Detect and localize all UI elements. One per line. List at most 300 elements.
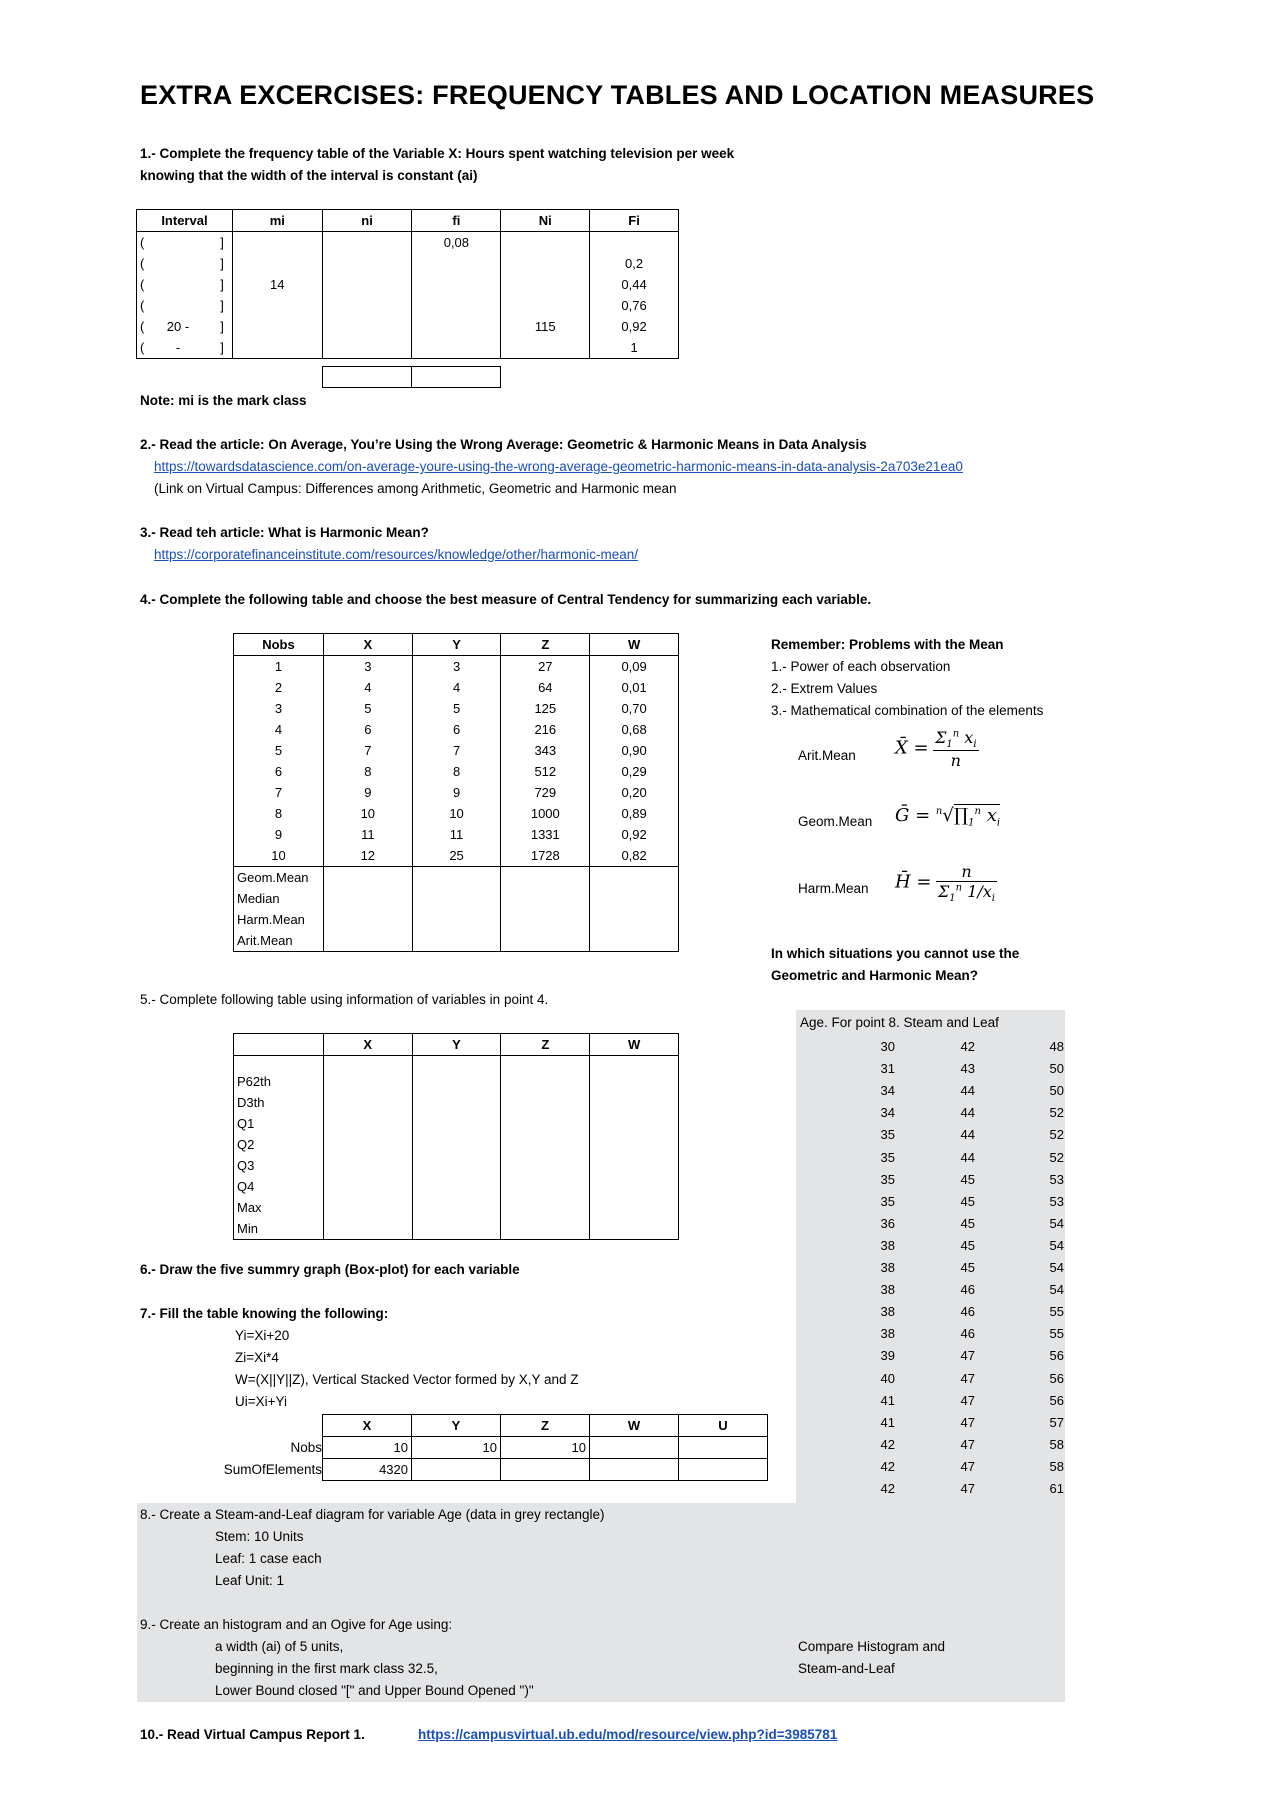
header-y: Y [412,634,501,656]
observation-row [234,656,679,678]
percentile-value-cell [590,1176,679,1197]
interval-cell [137,316,233,337]
obs-nobs-cell: 8 [234,803,324,824]
age-value: 52 [1049,1105,1064,1121]
interval-close-bracket: ] [220,298,224,313]
age-value: 38 [880,1260,895,1275]
age-value: 54 [1049,1237,1064,1253]
age-value: 57 [1049,1414,1064,1430]
freq-ni-cell [501,337,590,359]
header-z: Z [501,1034,590,1056]
freq-fi-cell: 0,08 [412,232,501,254]
interval-bounds: 20 - [166,319,190,334]
header-w: W [590,1415,679,1437]
header-x: X [323,1034,412,1056]
freq-fi-cell [412,253,501,274]
age-value: 52 [1049,1149,1064,1165]
percentile-value-cell [501,1176,590,1197]
nobs-row [323,1437,768,1459]
sum-x: 4320 [323,1459,412,1481]
obs-y-cell: 7 [412,740,501,761]
stat-value-cell [590,888,679,909]
interval-cell [137,274,233,295]
header-z: Z [501,634,590,656]
age-value: 44 [960,1149,975,1165]
obs-w-cell: 0,01 [590,677,679,698]
percentile-value-cell [412,1113,501,1134]
percentile-value-cell [501,1155,590,1176]
header-nobs: Nobs [234,634,324,656]
percentile-row [234,1113,679,1134]
percentile-value-cell [412,1176,501,1197]
age-value: 38 [880,1326,895,1342]
percentile-value-cell [501,1134,590,1155]
percentile-row [234,1176,679,1197]
obs-nobs-cell: 5 [234,740,324,761]
age-value: 45 [960,1260,975,1275]
obs-z-cell: 125 [501,698,590,719]
obs-w-cell: 0,90 [590,740,679,761]
percentile-label-cell: Q2 [234,1134,324,1155]
percentile-value-cell [501,1197,590,1218]
age-value: 47 [960,1392,975,1408]
interval-open-bracket: ( [140,340,145,355]
obs-z-cell: 1728 [501,845,590,867]
percentile-value-cell [323,1218,412,1240]
freq-mi-cell [232,316,322,337]
percentile-label-cell: Q1 [234,1113,324,1134]
age-value: 42 [880,1458,895,1474]
obs-y-cell: 9 [412,782,501,803]
age-value: 44 [960,1127,975,1143]
freq-fi-cell [590,232,679,254]
stat-row [234,909,679,930]
percentile-value-cell [501,1113,590,1134]
obs-y-cell: 11 [412,824,501,845]
header-z: Z [501,1415,590,1437]
ex7-line1: 7.- Fill the table knowing the following: [140,1306,389,1321]
obs-x-cell: 8 [323,761,412,782]
stat-value-cell [501,909,590,930]
interval-cell [137,253,233,274]
header-interval: Interval [137,210,233,232]
percentile-label-cell: Min [234,1218,324,1240]
age-value: 42 [880,1436,895,1452]
percentile-label-cell: P62th [234,1056,324,1093]
freq-fi-cell: 0,76 [590,295,679,316]
obs-z-cell: 216 [501,719,590,740]
observation-row [234,782,679,803]
header-Fi: Fi [590,210,679,232]
percentile-value-cell [323,1092,412,1113]
ex6-line1: 6.- Draw the five summry graph (Box-plot) for each variable [140,1262,520,1277]
ex8-line1: 8.- Create a Steam-and-Leaf diagram for variable Age (data in grey rectangle) [140,1507,605,1522]
sum-y [412,1459,501,1481]
age-value: 35 [880,1171,895,1187]
stat-value-cell [412,909,501,930]
stat-label-cell: Arit.Mean [234,930,324,952]
obs-nobs-cell: 4 [234,719,324,740]
age-value: 30 [880,1039,895,1054]
age-value: 47 [960,1348,975,1364]
observation-row [234,740,679,761]
interval-open-bracket: ( [140,298,145,313]
obs-y-cell: 3 [412,656,501,678]
question-line2: Geometric and Harmonic Mean? [771,968,979,983]
nobs-w [590,1437,679,1459]
age-value: 38 [880,1237,895,1253]
observation-row [234,761,679,782]
percentile-row [234,1197,679,1218]
percentile-value-cell [323,1176,412,1197]
obs-y-cell: 4 [412,677,501,698]
percentile-value-cell [501,1056,590,1093]
nobs-y: 10 [412,1437,501,1459]
remember-title: Remember: Problems with the Mean [771,637,1004,652]
compare-line1: Compare Histogram and [798,1639,946,1654]
age-value: 41 [880,1392,895,1408]
percentile-value-cell [590,1218,679,1240]
percentile-row [234,1092,679,1113]
header-blank [234,1034,324,1056]
obs-w-cell: 0,70 [590,698,679,719]
ex10-report-link[interactable]: https://campusvirtual.ub.edu/mod/resource/view.php?id=3985781 [418,1727,838,1742]
obs-nobs-cell: 1 [234,656,324,678]
stat-row [234,888,679,909]
interval-close-bracket: ] [220,340,224,355]
age-value: 42 [880,1481,895,1496]
obs-y-cell: 25 [412,845,501,867]
obs-w-cell: 0,09 [590,656,679,678]
age-value: 47 [960,1436,975,1452]
header-ni: ni [322,210,412,232]
percentile-value-cell [590,1056,679,1093]
interval-open-bracket: ( [140,277,145,292]
freq-ni-cell [322,274,412,295]
interval-open-bracket: ( [140,256,145,271]
age-value: 41 [880,1414,895,1430]
freq-ni-cell [501,295,590,316]
freq-fi-cell: 0,2 [590,253,679,274]
header-y: Y [412,1415,501,1437]
percentile-value-cell [590,1134,679,1155]
ex2-line1: 2.- Read the article: On Average, You’re Using the Wrong Average: Geometric & Harmonic Means in Data Analysis [140,437,867,452]
age-value: 58 [1049,1436,1064,1452]
age-value: 52 [1049,1127,1064,1143]
age-value: 58 [1049,1458,1064,1474]
interval-bounds: - [175,340,181,355]
age-value: 35 [880,1127,895,1143]
obs-w-cell: 0,92 [590,824,679,845]
percentile-value-cell [590,1113,679,1134]
nobs-u [679,1437,768,1459]
obs-w-cell: 0,20 [590,782,679,803]
age-value: 38 [880,1282,895,1298]
compare-line2: Steam-and-Leaf [798,1661,895,1676]
ex9-line1: 9.- Create an histogram and an Ogive for Age using: [140,1617,453,1632]
percentile-label-cell: Max [234,1197,324,1218]
stat-value-cell [412,888,501,909]
age-value: 34 [880,1083,895,1099]
freq-ni-cell [322,253,412,274]
age-value: 40 [880,1370,895,1386]
obs-x-cell: 4 [323,677,412,698]
percentile-value-cell [501,1218,590,1240]
ex5-line1: 5.- Complete following table using information of variables in point 4. [140,992,549,1007]
age-value: 53 [1049,1171,1064,1187]
observation-row [234,845,679,867]
age-value: 31 [880,1061,895,1077]
geom-mean-formula: Ḡ = $^n√\prod_1^n$ $x_i$ [895,805,1001,829]
percentile-value-cell [590,1092,679,1113]
age-value: 39 [880,1348,895,1364]
ex8-leaf-unit: Leaf Unit: 1 [215,1573,285,1588]
stat-value-cell [323,867,412,889]
stat-label-cell: Geom.Mean [234,867,324,889]
frequency-table-row [137,295,679,316]
age-value: 42 [960,1039,975,1054]
freq-fi-cell [412,295,501,316]
sum-table [322,1414,768,1481]
freq-ni-cell [322,232,412,254]
obs-nobs-cell: 6 [234,761,324,782]
percentile-value-cell [412,1092,501,1113]
percentile-label-cell: Q4 [234,1176,324,1197]
interval-close-bracket: ] [220,277,224,292]
header-u: U [679,1415,768,1437]
observation-row [234,698,679,719]
ex1-note: Note: mi is the mark class [140,393,307,408]
frequency-table-header [137,210,679,232]
age-value: 50 [1049,1061,1064,1077]
harm-mean-label: Harm.Mean [798,881,869,896]
ex9-bounds: Lower Bound closed "[" and Upper Bound Opened ")" [215,1683,534,1698]
freq-ni-cell: 115 [501,316,590,337]
percentile-row [234,1134,679,1155]
harm-mean-formula: H̄ = $\frac{n}{\Sigma_1^n 1/x_i}$ [895,862,995,905]
frequency-table-row [137,253,679,274]
nobs-label: Nobs [290,1440,322,1455]
ex3-line1: 3.- Read teh article: What is Harmonic Mean? [140,525,429,540]
age-value: 46 [960,1304,975,1320]
percentile-label-cell: D3th [234,1092,324,1113]
obs-y-cell: 5 [412,698,501,719]
frequency-table-row [137,232,679,254]
age-value: 55 [1049,1304,1064,1320]
stat-row [234,867,679,889]
interval-cell [137,337,233,359]
percentile-row [234,1155,679,1176]
sum-of-elements-label: SumOfElements [223,1462,322,1477]
stat-value-cell [590,909,679,930]
stat-value-cell [323,888,412,909]
remember-item-2: 2.- Extrem Values [771,681,878,696]
age-value: 47 [960,1370,975,1386]
obs-nobs-cell: 10 [234,845,324,867]
obs-x-cell: 6 [323,719,412,740]
percentile-value-cell [590,1197,679,1218]
interval-open-bracket: ( [140,319,145,334]
ex2-article-link[interactable]: https://towardsdatascience.com/on-average-youre-using-the-wrong-average-geometric-harmonic-means-in-data-analysis-2a703e21ea0 [154,459,963,474]
obs-x-cell: 12 [323,845,412,867]
ex8-leaf: Leaf: 1 case each [215,1551,322,1566]
ni-sum-cell [323,367,412,388]
age-value: 48 [1049,1039,1064,1054]
obs-nobs-cell: 7 [234,782,324,803]
age-value: 34 [880,1105,895,1121]
age-value: 35 [880,1193,895,1209]
obs-nobs-cell: 9 [234,824,324,845]
observation-row [234,719,679,740]
obs-x-cell: 11 [323,824,412,845]
age-value: 47 [960,1414,975,1430]
observation-row [234,803,679,824]
obs-y-cell: 10 [412,803,501,824]
ex1-line2: knowing that the width of the interval is constant (ai) [140,168,478,183]
stat-value-cell [501,867,590,889]
remember-item-3: 3.- Mathematical combination of the elements [771,703,1044,718]
obs-x-cell: 5 [323,698,412,719]
freq-fi-cell: 0,44 [590,274,679,295]
interval-close-bracket: ] [220,256,224,271]
obs-z-cell: 1000 [501,803,590,824]
age-value: 38 [880,1304,895,1320]
interval-cell [137,295,233,316]
header-w: W [590,634,679,656]
freq-fi-cell: 0,92 [590,316,679,337]
age-value: 47 [960,1458,975,1474]
ex9-beginning: beginning in the first mark class 32.5, [215,1661,438,1676]
age-value: 54 [1049,1215,1064,1231]
freq-ni-cell [322,295,412,316]
freq-fi-cell: 1 [590,337,679,359]
stat-value-cell [501,930,590,952]
freq-ni-cell [501,274,590,295]
obs-w-cell: 0,82 [590,845,679,867]
percentiles-table [233,1033,679,1240]
obs-y-cell: 8 [412,761,501,782]
percentile-value-cell [323,1113,412,1134]
percentile-value-cell [323,1155,412,1176]
ex3-article-link[interactable]: https://corporatefinanceinstitute.com/resources/knowledge/other/harmonic-mean/ [154,547,638,562]
age-value: 54 [1049,1260,1064,1275]
frequency-table-row [137,316,679,337]
percentile-value-cell [412,1197,501,1218]
interval-cell [137,232,233,254]
nobs-z: 10 [501,1437,590,1459]
percentile-value-cell [412,1056,501,1093]
header-y: Y [412,1034,501,1056]
fi-sum-cell [412,367,501,388]
sum-z [501,1459,590,1481]
age-value: 56 [1049,1348,1064,1364]
geom-mean-label: Geom.Mean [798,814,873,829]
obs-z-cell: 27 [501,656,590,678]
percentile-row [234,1218,679,1240]
ex7-formula-w: W=(X||Y||Z), Vertical Stacked Vector formed by X,Y and Z [235,1372,579,1387]
freq-fi-cell [412,274,501,295]
obs-w-cell: 0,89 [590,803,679,824]
ex4-line1: 4.- Complete the following table and choose the best measure of Central Tendency for summarizing each variable. [140,592,872,607]
sum-w [590,1459,679,1481]
fi-sum-boxes [322,366,501,388]
arit-mean-formula: X̄ = $\frac{\Sigma_1^n x_i}{n}$ [895,728,977,771]
obs-z-cell: 343 [501,740,590,761]
ex9-width: a width (ai) of 5 units, [215,1639,344,1654]
stat-value-cell [412,930,501,952]
freq-ni-cell [501,232,590,254]
percentile-row [234,1056,679,1093]
freq-mi-cell [232,253,322,274]
percentile-value-cell [590,1155,679,1176]
stat-value-cell [501,888,590,909]
obs-x-cell: 10 [323,803,412,824]
question-line1: In which situations you cannot use the [771,946,1020,961]
percentile-value-cell [412,1134,501,1155]
percentile-value-cell [501,1092,590,1113]
age-value: 54 [1049,1282,1064,1298]
ex8-stem: Stem: 10 Units [215,1529,304,1544]
stat-value-cell [590,867,679,889]
stat-value-cell [590,930,679,952]
stat-value-cell [323,930,412,952]
obs-nobs-cell: 2 [234,677,324,698]
page-title: EXTRA EXCERCISES: FREQUENCY TABLES AND LOCATION MEASURES [140,80,1095,110]
obs-z-cell: 64 [501,677,590,698]
obs-z-cell: 729 [501,782,590,803]
freq-ni-cell [501,253,590,274]
freq-mi-cell [232,337,322,359]
obs-x-cell: 9 [323,782,412,803]
percentile-value-cell [323,1197,412,1218]
obs-z-cell: 1331 [501,824,590,845]
age-value: 46 [960,1326,975,1342]
obs-nobs-cell: 3 [234,698,324,719]
age-value: 55 [1049,1326,1064,1342]
sum-u [679,1459,768,1481]
ex2-line3: (Link on Virtual Campus: Differences among Arithmetic, Geometric and Harmonic mean [154,481,677,496]
age-value: 47 [960,1481,975,1496]
age-value: 45 [960,1193,975,1209]
stat-value-cell [323,909,412,930]
obs-w-cell: 0,68 [590,719,679,740]
age-value: 45 [960,1237,975,1253]
ex7-formula-y: Yi=Xi+20 [235,1328,290,1343]
age-value: 43 [960,1061,975,1077]
age-value: 36 [880,1215,895,1231]
nobs-x: 10 [323,1437,412,1459]
age-value: 44 [960,1083,975,1099]
observation-row [234,824,679,845]
interval-close-bracket: ] [220,319,224,334]
obs-x-cell: 7 [323,740,412,761]
header-x: X [323,1415,412,1437]
interval-open-bracket: ( [140,235,145,250]
frequency-table-row [137,274,679,295]
age-value: 50 [1049,1083,1064,1099]
header-mi: mi [232,210,322,232]
age-value: 56 [1049,1370,1064,1386]
observation-row [234,677,679,698]
obs-w-cell: 0,29 [590,761,679,782]
freq-ni-cell [322,337,412,359]
sum-row [323,1459,768,1481]
frequency-table-row [137,337,679,359]
ex7-formula-z: Zi=Xi*4 [235,1350,279,1365]
age-value: 53 [1049,1193,1064,1209]
freq-fi-cell [412,337,501,359]
header-Ni: Ni [501,210,590,232]
